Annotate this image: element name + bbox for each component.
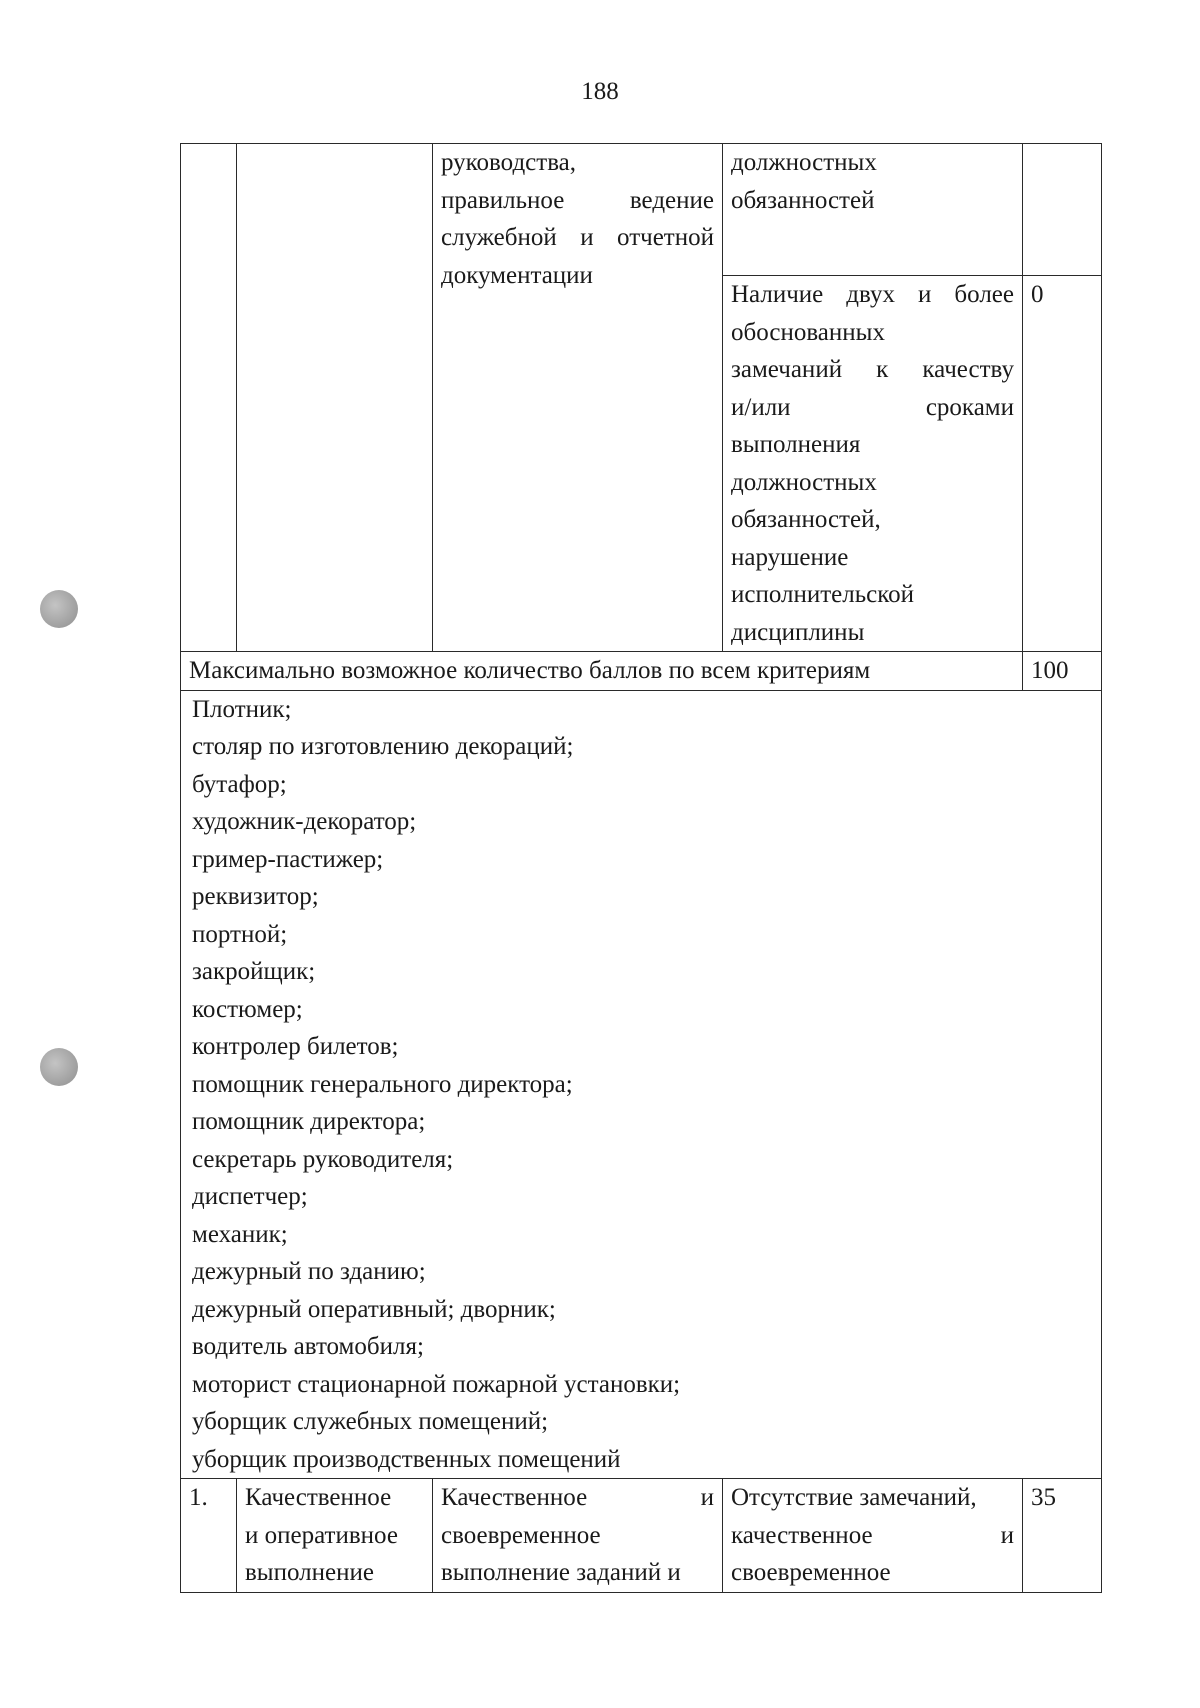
max-score-value: 100 (1023, 652, 1102, 691)
indicator-line: документации (441, 261, 593, 289)
table-row (181, 652, 1102, 691)
number-cell (181, 144, 237, 652)
list-item: уборщик производственных помещений (192, 1445, 621, 1473)
condition-line: исполнительской (731, 581, 915, 608)
list-item: костюмер; (192, 995, 303, 1023)
list-item: уборщик служебных помещений; (192, 1408, 549, 1435)
score-cell: 35 (1023, 1479, 1102, 1593)
indicator-line: выполнение заданий и (441, 1559, 681, 1586)
table-row (181, 1479, 1102, 1593)
list-item: Плотник; (192, 695, 292, 723)
punch-hole (40, 590, 78, 628)
condition-line: нарушение (731, 543, 849, 571)
condition-cell (723, 144, 1023, 276)
positions-list (181, 690, 1102, 1479)
criterion-line: выполнение (245, 1559, 374, 1586)
list-item: механик; (192, 1220, 288, 1248)
criterion-line: Качественное (245, 1484, 392, 1511)
condition-cell (723, 276, 1023, 652)
list-item: дежурный оперативный; дворник; (192, 1295, 556, 1323)
list-item: моторист стационарной пожарной установки; (192, 1370, 681, 1398)
list-item: контролер билетов; (192, 1033, 399, 1060)
condition-line: качественное и (731, 1521, 1014, 1549)
condition-line: замечаний к качеству (731, 356, 1014, 383)
list-item: художник-декоратор; (192, 808, 417, 835)
criterion-line: и оперативное (245, 1521, 398, 1549)
list-item: секретарь руководителя; (192, 1145, 454, 1173)
condition-line: должностных (731, 468, 877, 496)
condition-line: обязанностей, (731, 506, 881, 533)
condition-line: своевременное (731, 1559, 891, 1586)
condition-line: Отсутствие замечаний, (731, 1484, 977, 1511)
indicator-line: руководства, (441, 149, 577, 176)
indicator-line: служебной и отчетной (441, 224, 714, 251)
punch-hole (40, 1048, 78, 1086)
list-item: дежурный по зданию; (192, 1258, 426, 1285)
indicator-line: Качественное и (441, 1484, 714, 1511)
indicator-line: своевременное (441, 1521, 601, 1549)
score-cell (1023, 144, 1102, 276)
table-row (181, 144, 1102, 276)
list-item: реквизитор; (192, 883, 319, 910)
list-item: столяр по изготовлению декораций; (192, 733, 574, 760)
condition-line: обоснованных (731, 318, 885, 346)
condition-line: дисциплины (731, 618, 865, 646)
list-item: помощник генерального директора; (192, 1070, 573, 1098)
list-item: портной; (192, 920, 288, 948)
table-row (181, 690, 1102, 1479)
condition-line: Наличие двух и более (731, 281, 1014, 308)
page-number: 188 (581, 78, 619, 105)
list-item: диспетчер; (192, 1183, 308, 1210)
list-item: бутафор; (192, 770, 287, 798)
condition-line: и/или сроками (731, 393, 1014, 421)
list-item: водитель автомобиля; (192, 1333, 424, 1360)
list-item: закройщик; (192, 958, 316, 985)
max-score-label: Максимально возможное количество баллов по всем критериям (181, 652, 1023, 691)
condition-line: должностных (731, 149, 877, 176)
condition-cell (723, 1479, 1023, 1593)
number-cell: 1. (181, 1479, 237, 1593)
criteria-table (180, 143, 1102, 1593)
criterion-cell (237, 1479, 433, 1593)
score-cell: 0 (1023, 276, 1102, 652)
indicator-line: правильное ведение (441, 186, 714, 214)
indicator-cell (433, 1479, 723, 1593)
condition-line: выполнения (731, 431, 861, 458)
list-item: гример-пастижер; (192, 845, 384, 873)
indicator-cell (433, 144, 723, 652)
list-item: помощник директора; (192, 1108, 426, 1135)
condition-line: обязанностей (731, 186, 875, 214)
criterion-cell (237, 144, 433, 652)
